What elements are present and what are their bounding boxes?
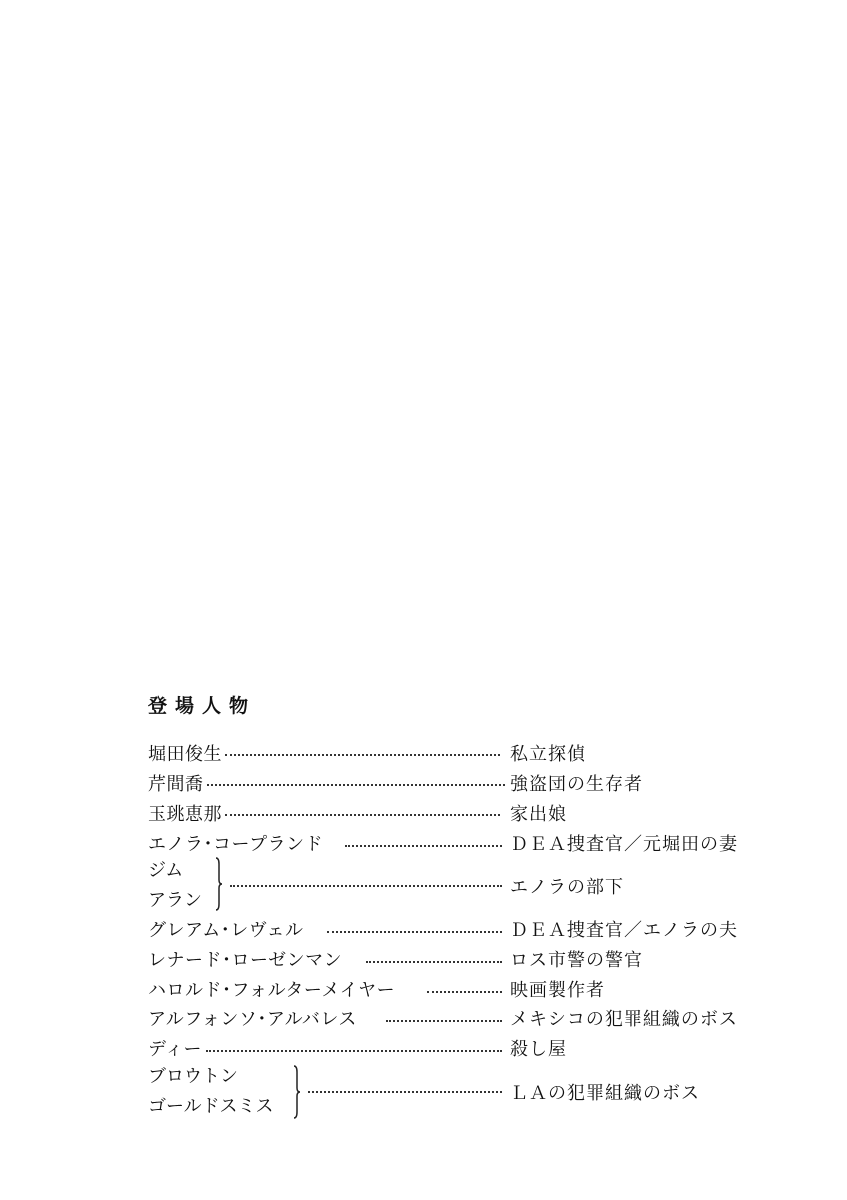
character-name: ジム: [148, 860, 184, 881]
character-entry: [148, 771, 507, 795]
dot-leader: [345, 845, 502, 847]
curly-brace-icon: [292, 1064, 298, 1120]
character-name: 玉珧恵那: [148, 804, 222, 825]
character-entry: [148, 1006, 357, 1030]
dot-leader: [206, 1050, 502, 1052]
character-entry: [148, 917, 304, 941]
character-role: メキシコの犯罪組織のボス: [510, 1009, 738, 1030]
character-role: ＤＥＡ捜査官／元堀田の妻: [510, 834, 738, 855]
character-name: エノラ･コープランド: [148, 834, 324, 855]
character-entry: [148, 1036, 202, 1060]
dot-leader: [366, 961, 502, 963]
character-entry: [148, 801, 502, 825]
character-name: ブロウトン: [148, 1066, 238, 1087]
character-name: ハロルド･フォルターメイヤー: [148, 980, 396, 1001]
character-entry: [148, 741, 502, 765]
character-entry: [148, 831, 323, 855]
character-name: レナード･ローゼンマン: [148, 950, 343, 971]
character-name: 芹間喬: [148, 774, 204, 795]
character-role: ロス市警の警官: [510, 950, 643, 971]
dot-leader: [327, 931, 502, 933]
dot-leader: [225, 814, 500, 816]
dot-leader: [308, 1091, 502, 1093]
character-role: 強盗団の生存者: [510, 774, 643, 795]
character-role: ＤＥＡ捜査官／エノラの夫: [510, 920, 738, 941]
character-entry: [148, 977, 395, 1001]
curly-brace-icon: [214, 856, 220, 912]
dot-leader: [386, 1020, 502, 1022]
character-role: エノラの部下: [510, 877, 624, 898]
dot-leader: [207, 784, 505, 786]
character-group-names: [148, 1062, 273, 1122]
page-title: 登場人物: [148, 695, 257, 717]
character-entry: [148, 947, 342, 971]
character-name: ゴールドスミス: [148, 1096, 274, 1117]
dot-leader: [427, 991, 502, 993]
character-role: 家出娘: [510, 804, 567, 825]
dot-leader: [230, 885, 502, 887]
character-role: ＬＡの犯罪組織のボス: [510, 1083, 700, 1104]
character-group-names: [148, 856, 202, 916]
character-role: 私立探偵: [510, 744, 586, 765]
character-name: 堀田俊生: [148, 744, 222, 765]
character-role: 映画製作者: [510, 980, 605, 1001]
character-name: アルフォンソ･アルバレス: [148, 1009, 357, 1030]
character-name: ディー: [148, 1039, 203, 1060]
character-name: グレアム･レヴェル: [148, 920, 304, 941]
dot-leader: [225, 754, 500, 756]
character-name: アラン: [148, 890, 202, 911]
character-role: 殺し屋: [510, 1039, 567, 1060]
